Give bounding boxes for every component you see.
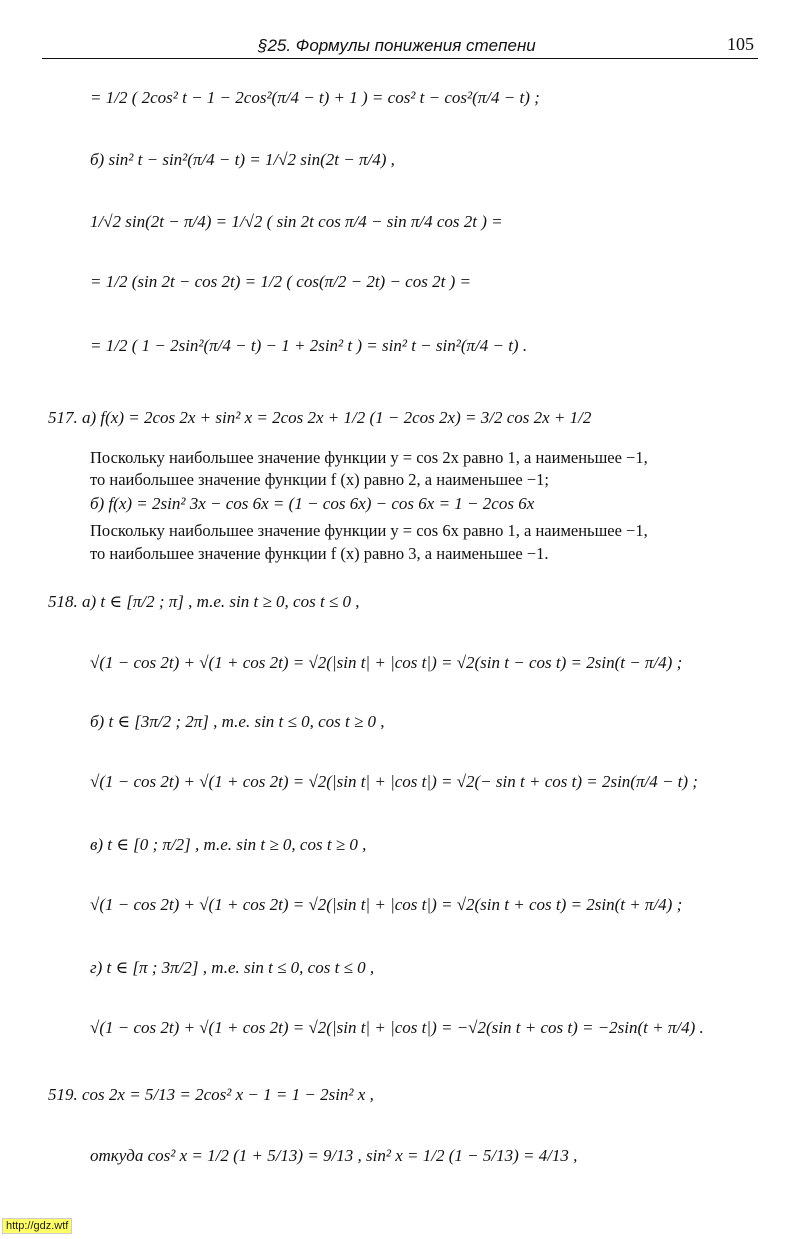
watermark-link[interactable]: http://gdz.wtf — [2, 1218, 72, 1234]
formula-line: откуда cos² x = 1/2 (1 + 5/13) = 9/13 , sin² x = 1/2 (1 − 5/13) = 4/13 , — [90, 1146, 578, 1165]
text-line: Поскольку наибольшее значение функции y = cos 2x равно 1, а наименьшее −1, — [90, 448, 648, 467]
text-line: Поскольку наибольшее значение функции y = cos 6x равно 1, а наименьшее −1, — [90, 521, 648, 540]
problem-518-a: 518. а) t ∈ [π/2 ; π] , т.е. sin t ≥ 0, cos t ≤ 0 , — [48, 592, 360, 611]
formula-line: √(1 − cos 2t) + √(1 + cos 2t) = √2(|sin t| + |cos t|) = −√2(sin t + cos t) = −2sin(t + π/4) . — [90, 1018, 704, 1037]
formula-line: = 1/2 ( 1 − 2sin²(π/4 − t) − 1 + 2sin² t ) = sin² t − sin²(π/4 − t) . — [90, 336, 528, 355]
formula-line: √(1 − cos 2t) + √(1 + cos 2t) = √2(|sin t| + |cos t|) = √2(sin t − cos t) = 2sin(t − π/4) ; — [90, 653, 683, 672]
text-line: то наибольшее значение функции f (x) равно 3, а наименьшее −1. — [90, 544, 549, 563]
formula-line: = 1/2 ( 2cos² t − 1 − 2cos²(π/4 − t) + 1 ) = cos² t − cos²(π/4 − t) ; — [90, 88, 540, 107]
text-line: то наибольшее значение функции f (x) равно 2, а наименьшее −1; — [90, 470, 549, 489]
page-number: 105 — [727, 34, 754, 54]
section-title: §25. Формулы понижения степени — [258, 36, 536, 55]
formula-line: б) t ∈ [3π/2 ; 2π] , т.е. sin t ≤ 0, cos t ≥ 0 , — [90, 712, 385, 731]
header-divider — [42, 58, 758, 59]
formula-line: √(1 − cos 2t) + √(1 + cos 2t) = √2(|sin t| + |cos t|) = √2(− sin t + cos t) = 2sin(π/4 − t) ; — [90, 772, 698, 791]
problem-519: 519. cos 2x = 5/13 = 2cos² x − 1 = 1 − 2sin² x , — [48, 1085, 374, 1104]
formula-line: г) t ∈ [π ; 3π/2] , т.е. sin t ≤ 0, cos t ≤ 0 , — [90, 958, 375, 977]
formula-line: б) sin² t − sin²(π/4 − t) = 1/√2 sin(2t − π/4) , — [90, 150, 395, 169]
formula-line: √(1 − cos 2t) + √(1 + cos 2t) = √2(|sin t| + |cos t|) = √2(sin t + cos t) = 2sin(t + π/4) ; — [90, 895, 683, 914]
formula-line: 1/√2 sin(2t − π/4) = 1/√2 ( sin 2t cos π/4 − sin π/4 cos 2t ) = — [90, 212, 503, 231]
formula-line: б) f(x) = 2sin² 3x − cos 6x = (1 − cos 6x) − cos 6x = 1 − 2cos 6x — [90, 494, 535, 513]
problem-517-a: 517. а) f(x) = 2cos 2x + sin² x = 2cos 2x + 1/2 (1 − 2cos 2x) = 3/2 cos 2x + 1/2 — [48, 408, 592, 427]
formula-line: в) t ∈ [0 ; π/2] , т.е. sin t ≥ 0, cos t ≥ 0 , — [90, 835, 367, 854]
formula-line: = 1/2 (sin 2t − cos 2t) = 1/2 ( cos(π/2 − 2t) − cos 2t ) = — [90, 272, 471, 291]
